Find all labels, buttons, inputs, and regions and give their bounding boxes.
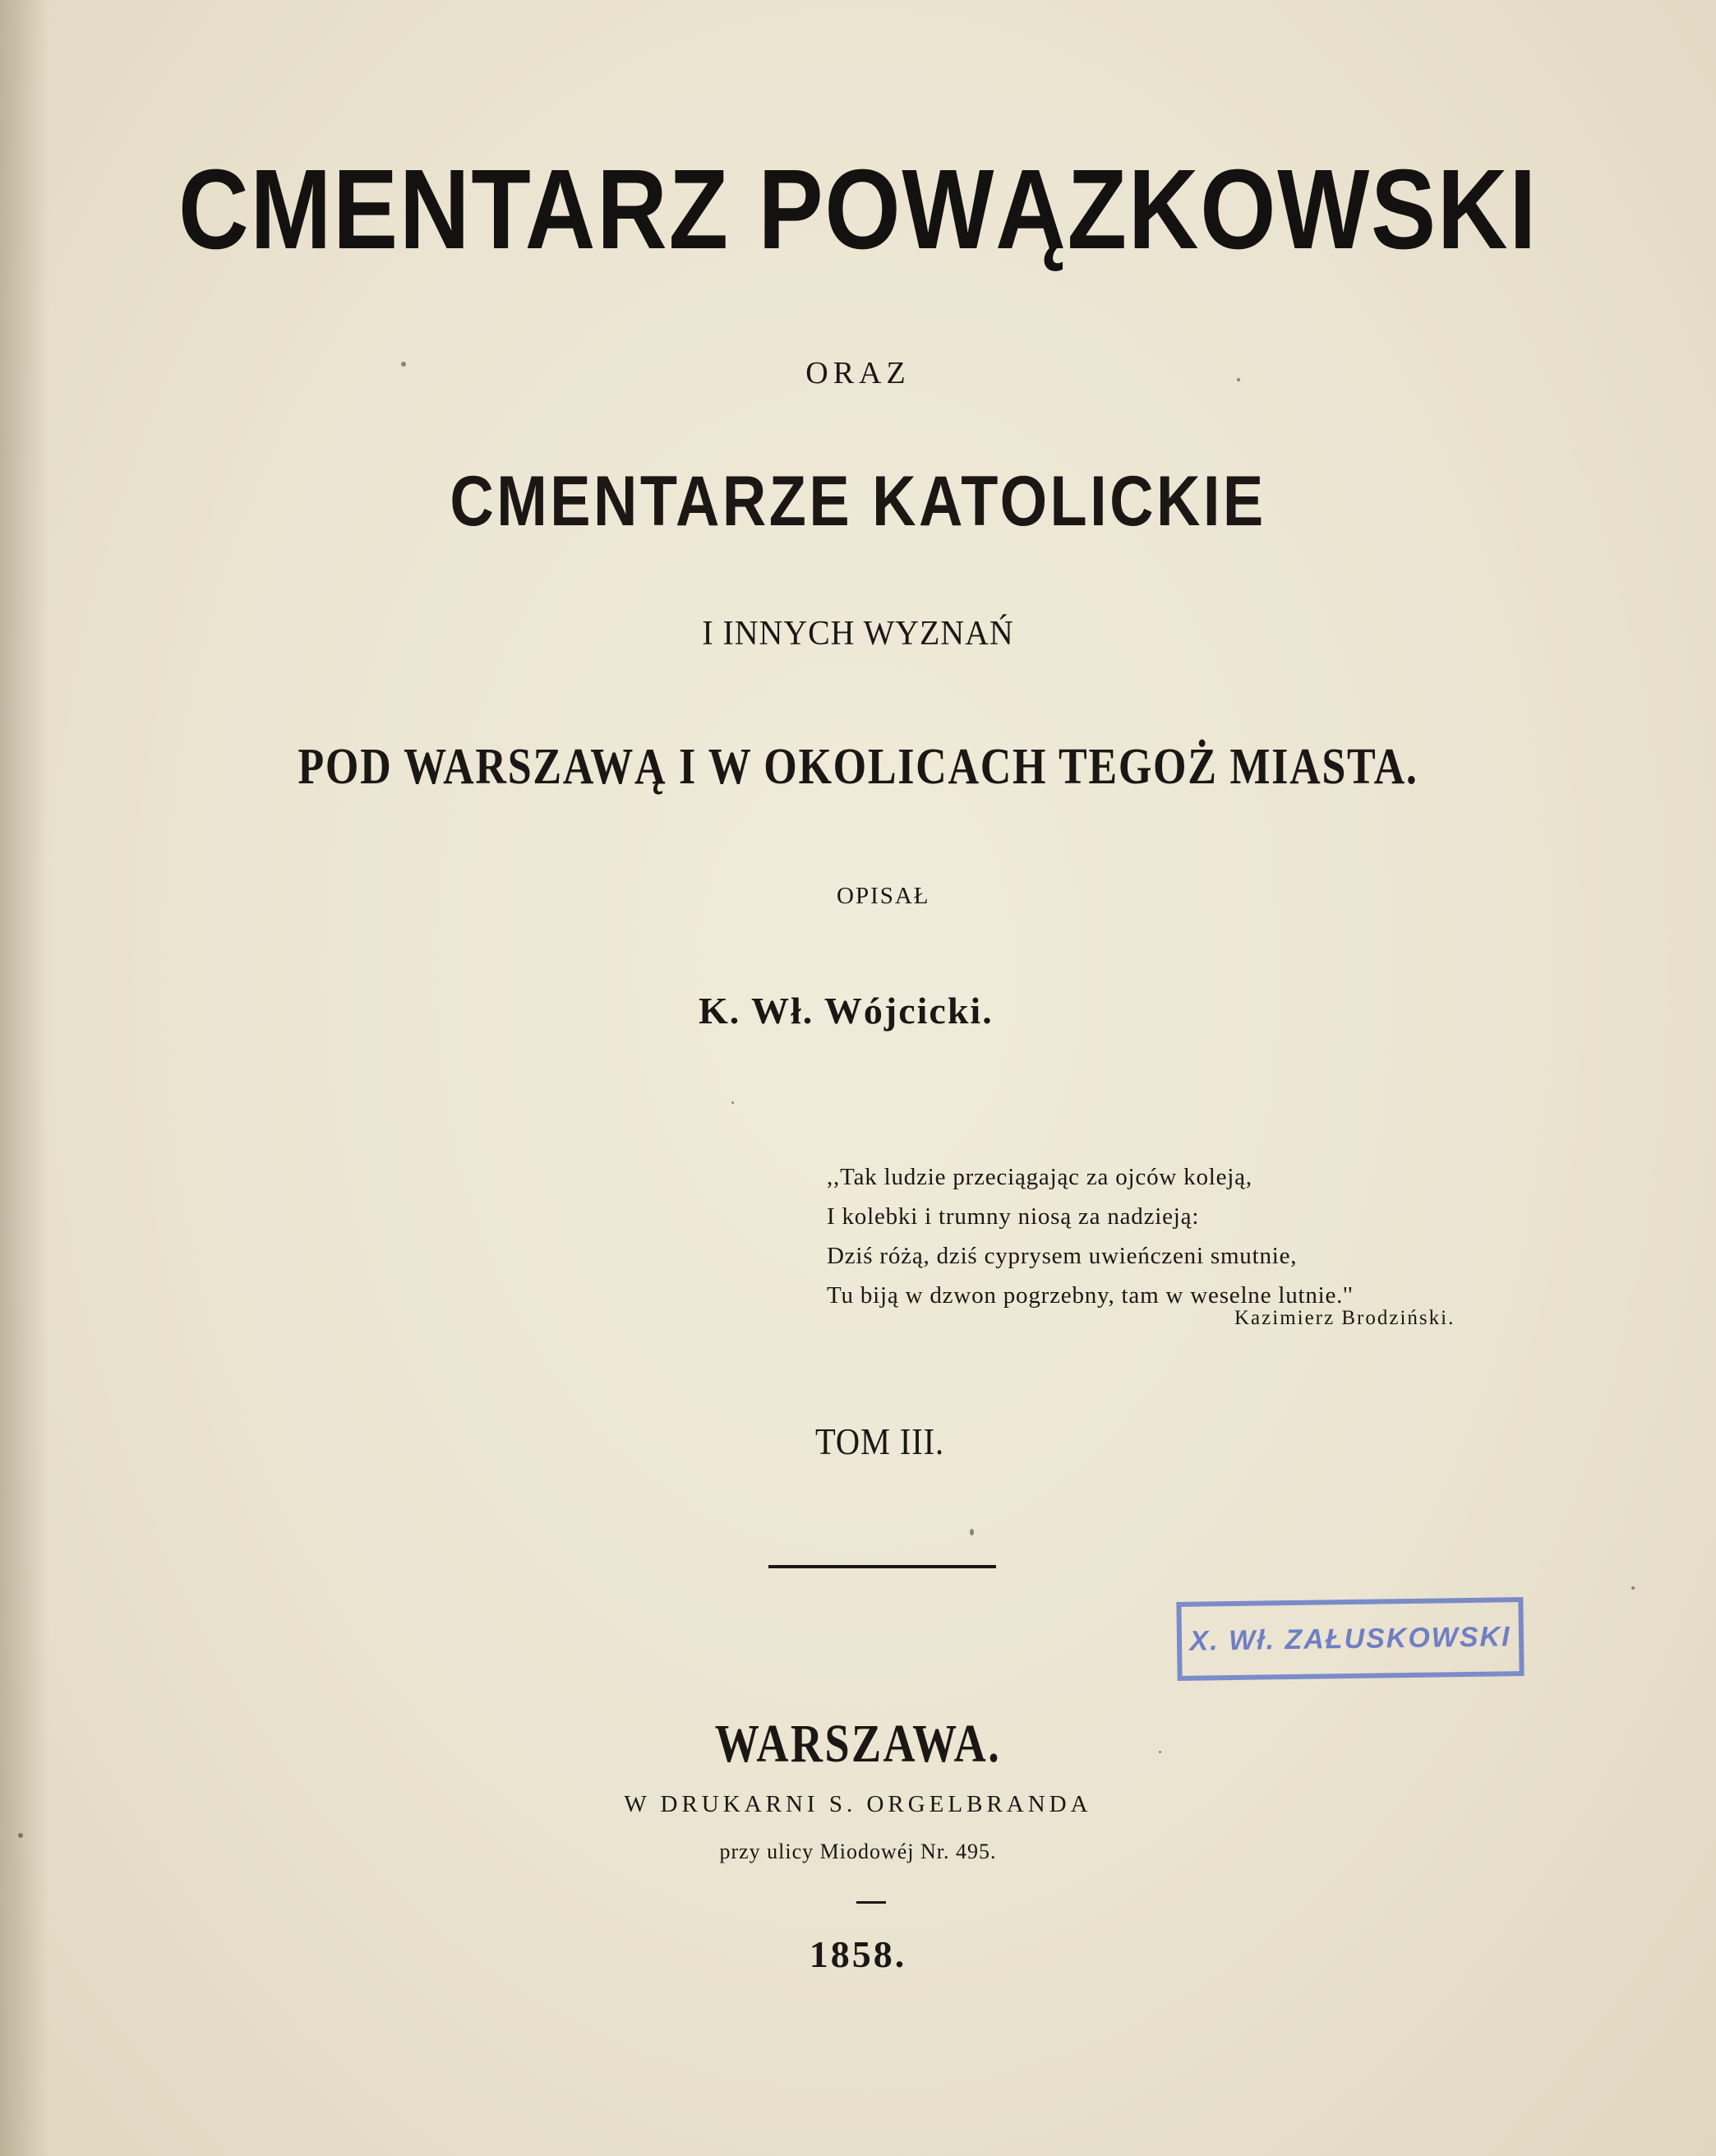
epigraph-attribution: Kazimierz Brodziński. xyxy=(1234,1307,1455,1329)
epigraph-line: Dziś różą, dziś cyprysem uwieńczeni smutnie, xyxy=(827,1243,1298,1269)
stamp-text: X. Wł. ZAŁUSKOWSKI xyxy=(1189,1621,1511,1657)
secondary-subtitle: I INNYCH WYZNAŃ xyxy=(702,615,1014,653)
byline-label: OPISAŁ xyxy=(837,883,930,909)
secondary-title: CMENTARZE KATOLICKIE xyxy=(450,462,1266,541)
paper-speck xyxy=(1631,1586,1635,1590)
divider-rule xyxy=(768,1565,996,1568)
author-name: K. Wł. Wójcicki. xyxy=(699,990,994,1032)
short-divider-rule xyxy=(856,1901,886,1904)
imprint-city: WARSZAWA. xyxy=(714,1714,1002,1774)
main-title: CMENTARZ POWĄZKOWSKI xyxy=(178,146,1538,273)
epigraph-line: I kolebki i trumny niosą za nadzieją: xyxy=(827,1203,1200,1230)
paper-speck xyxy=(18,1833,23,1838)
page-gutter-shadow xyxy=(0,0,49,2156)
library-stamp xyxy=(1176,1597,1524,1681)
volume-number: TOM III. xyxy=(815,1420,944,1462)
imprint-address: przy ulicy Miodowéj Nr. 495. xyxy=(719,1840,997,1863)
epigraph-line: Tu biją w dzwon pogrzebny, tam w weselne lutnie.'' xyxy=(827,1282,1354,1309)
paper-speck xyxy=(731,1101,734,1104)
imprint-year: 1858. xyxy=(809,1933,907,1975)
epigraph xyxy=(827,1157,1353,1315)
location-line: POD WARSZAWĄ I W OKOLICACH TEGOŻ MIASTA. xyxy=(298,739,1418,795)
conjunction-text: ORAZ xyxy=(805,356,911,390)
epigraph-line: ,,Tak ludzie przeciągając za ojców koleją, xyxy=(827,1164,1252,1190)
imprint-printer: W DRUKARNI S. ORGELBRANDA xyxy=(624,1791,1092,1817)
paper-speck xyxy=(401,362,406,367)
paper-speck xyxy=(1237,378,1240,381)
paper-speck xyxy=(970,1529,974,1535)
paper-speck xyxy=(1159,1751,1161,1753)
